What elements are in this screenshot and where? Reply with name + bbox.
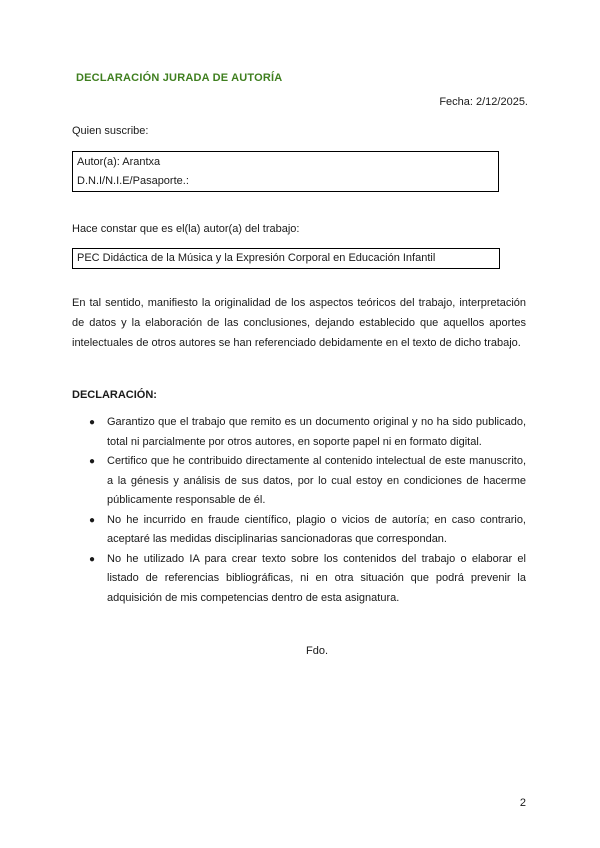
declaration-item bbox=[72, 550, 526, 609]
declaration-text: Certifico que he contribuido directamente al contenido intelectual de este manuscrito, a la génesis y análisis de sus datos, por lo cual estoy en condiciones de hacerme públicamente responsable de él. bbox=[107, 455, 526, 506]
bullet-icon: ● bbox=[89, 553, 96, 565]
id-line: D.N.I/N.I.E/Pasaporte.: bbox=[77, 175, 189, 187]
declaration-list bbox=[72, 413, 526, 608]
page-number: 2 bbox=[519, 797, 526, 809]
declaration-text: No he incurrido en fraude científico, plagio o vicios de autoría; en caso contrario, aceptaré las medidas disciplinarias sancionadoras que correspondan. bbox=[107, 513, 526, 545]
declaration-heading: DECLARACIÓN: bbox=[72, 389, 157, 401]
bullet-icon: ● bbox=[89, 514, 96, 526]
consta-text: Hace constar que es el(la) autor(a) del trabajo: bbox=[72, 223, 300, 235]
declaration-text: Garantizo que el trabajo que remito es un documento original y no ha sido publicado, total ni parcialmente por otros autores, en soporte papel ni en formato digital. bbox=[107, 416, 526, 448]
document-title: DECLARACIÓN JURADA DE AUTORÍA bbox=[76, 72, 283, 84]
declaration-item bbox=[72, 452, 526, 511]
declaration-item bbox=[72, 413, 526, 452]
declaration-item bbox=[72, 511, 526, 550]
document-date: Fecha: 2/12/2025. bbox=[439, 96, 528, 108]
intro-text: Quien suscribe: bbox=[72, 125, 149, 137]
declaration-text: No he utilizado IA para crear texto sobre los contenidos del trabajo o elaborar el listado de referencias bibliográficas, ni en otra situación que podrá prevenir la adquisición de mis competencias dentro de esta asignatura. bbox=[107, 552, 526, 604]
work-title-box bbox=[72, 248, 500, 269]
signature-line: Fdo. bbox=[305, 645, 328, 657]
work-title: PEC Didáctica de la Música y la Expresión Corporal en Educación Infantil bbox=[77, 252, 436, 264]
author-line: Autor(a): Arantxa bbox=[77, 156, 161, 168]
bullet-icon: ● bbox=[89, 456, 96, 467]
bullet-icon: ● bbox=[89, 417, 96, 428]
originality-paragraph: En tal sentido, manifiesto la originalidad de los aspectos teóricos del trabajo, interpretación de datos y la elaboración de las conclusiones, dejando establecido que aquellos aportes intelectuales de otros autores se han referenciado debidamente en el texto de dicho trabajo. bbox=[72, 297, 526, 349]
author-info-box bbox=[72, 151, 499, 192]
